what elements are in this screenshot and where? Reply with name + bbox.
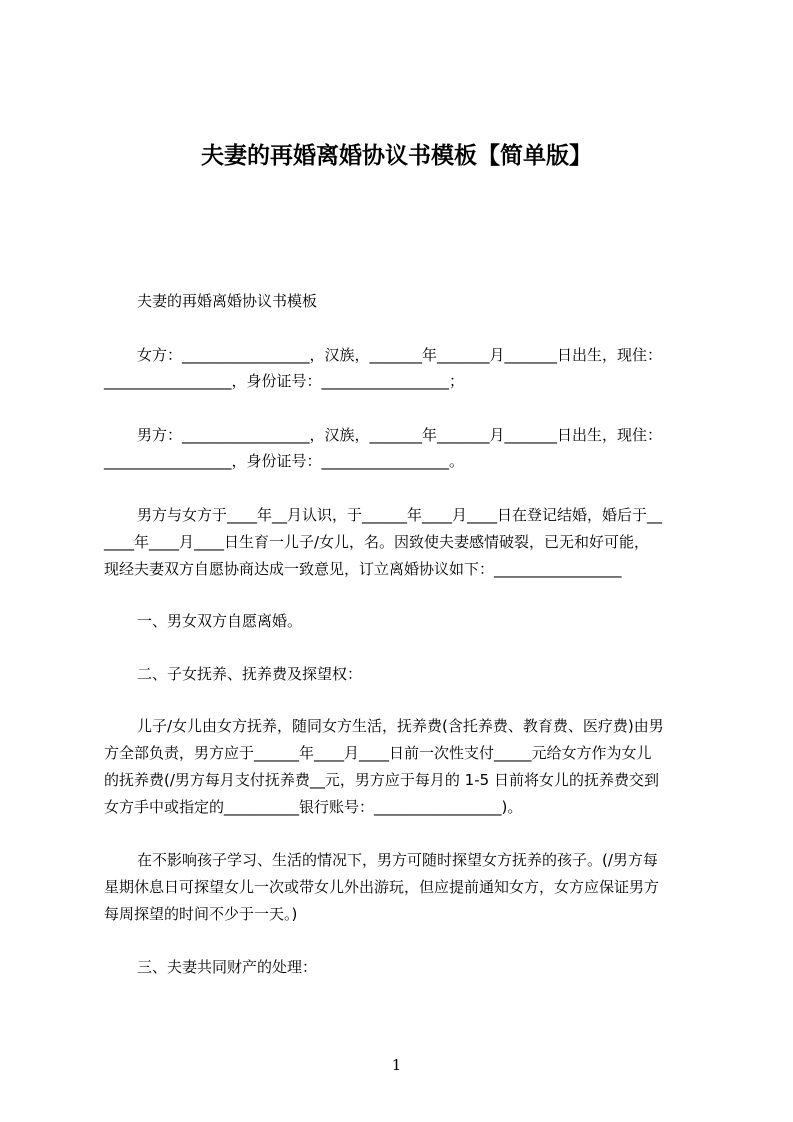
custody-line-4: 女方手中或指定的__________银行账号：_________________)。: [104, 798, 523, 816]
male-party-line-2: _________________，身份证号：_________________。: [104, 452, 465, 470]
background-line-3: 现经夫妻双方自愿协商达成一致意见，订立离婚协议如下：_________________: [104, 560, 622, 578]
page-number: 1: [391, 1056, 402, 1074]
visitation-line-2: 星期休息日可探望女儿一次或带女儿外出游玩，但应提前通知女方，女方应保证男方: [104, 878, 660, 896]
section-2-heading: 二、子女抚养、抚养费及探望权：: [137, 665, 363, 683]
custody-line-1: 儿子/女儿由女方抚养，随同女方生活，抚养费(含托养费、教育费、医疗费)由男: [137, 717, 664, 735]
visitation-line-3: 每周探望的时间不少于一天。): [104, 905, 298, 923]
document-title: 夫妻的再婚离婚协议书模板【简单版】: [201, 143, 592, 169]
background-line-2: ____年____月____日生育一儿子/女儿，名。因致使夫妻感情破裂，已无和好可能，: [104, 533, 650, 551]
custody-line-2: 方全部负责，男方应于______年____月____日前一次性支付_____元给女方作为女儿: [104, 744, 652, 762]
document-subtitle: 夫妻的再婚离婚协议书模板: [137, 292, 318, 310]
female-party-line-1: 女方：_________________，汉族，_______年_______月_______日出生，现住：: [137, 346, 663, 364]
background-line-1: 男方与女方于____年__月认识，于______年____月____日在登记结婚，婚后于__: [137, 506, 663, 524]
section-3-heading: 三、夫妻共同财产的处理：: [137, 958, 318, 976]
female-party-line-2: _________________，身份证号：_________________；: [104, 372, 465, 390]
visitation-line-1: 在不影响孩子学习、生活的情况下，男方可随时探望女方抚养的孩子。(/男方每: [137, 851, 658, 869]
section-1-heading: 一、男女双方自愿离婚。: [137, 612, 303, 630]
male-party-line-1: 男方：_________________，汉族，_______年_______月_______日出生，现住：: [137, 426, 663, 444]
custody-line-3: 的抚养费(/男方每月支付抚养费__元，男方应于每月的 1-5 日前将女儿的抚养费交到: [104, 771, 659, 789]
